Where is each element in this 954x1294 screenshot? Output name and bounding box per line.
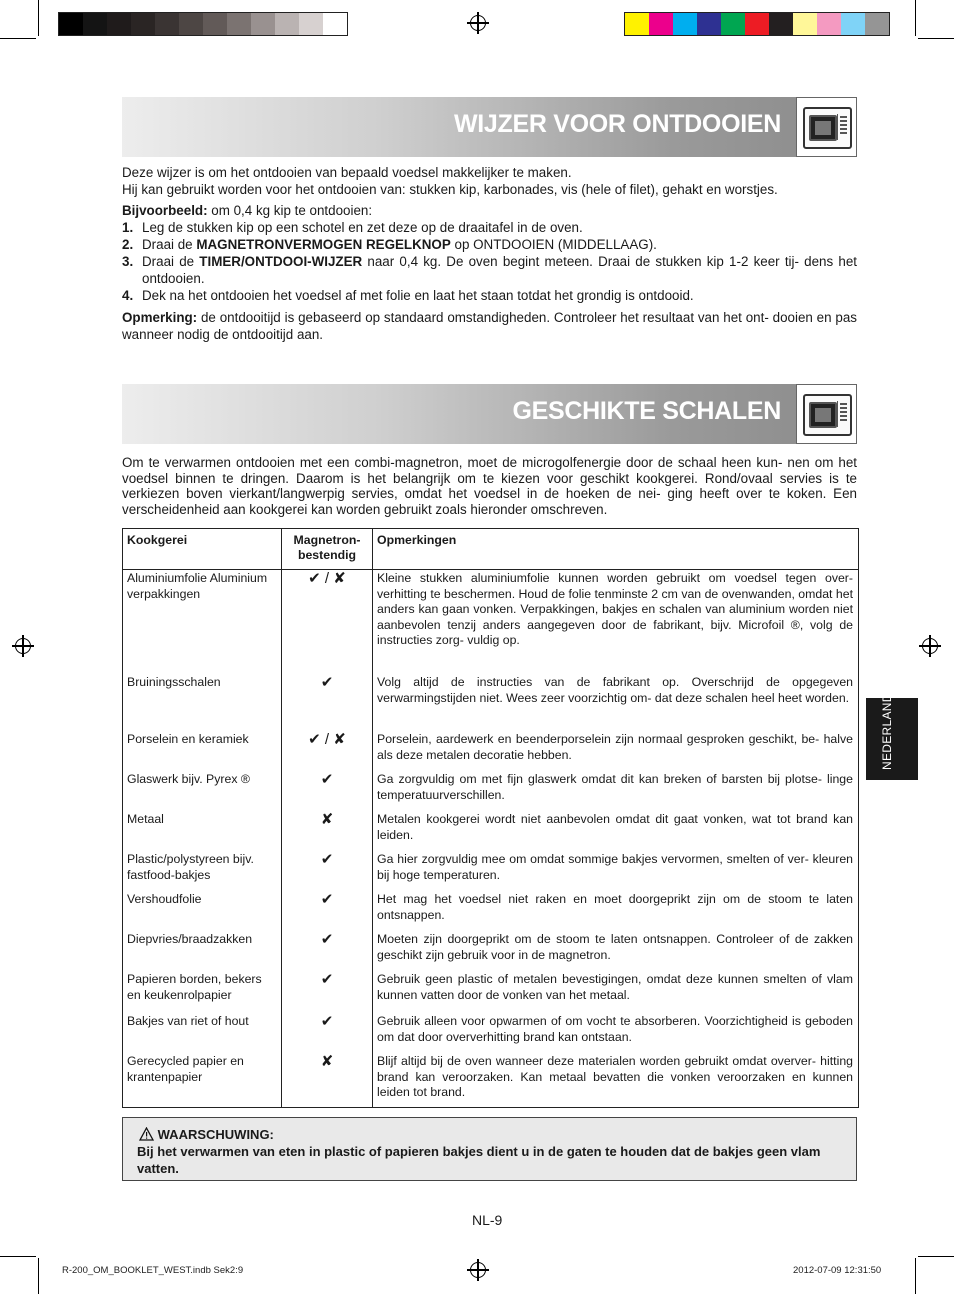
color-swatch — [155, 13, 179, 35]
cmyk-color-bar — [624, 12, 890, 36]
cell-opmerkingen: Metalen kookgerei wordt niet aanbevolen omdat dit gaat vonken, wat tot brand kan leiden. — [377, 812, 853, 842]
cell-kookgerei: Porselein en keramiek — [127, 732, 249, 746]
cell-magnetron: ✘ — [320, 1053, 334, 1070]
color-swatch — [745, 13, 769, 35]
registration-mark-icon — [922, 638, 938, 654]
cell-kookgerei: Vershoudfolie — [127, 892, 202, 906]
color-swatch — [131, 13, 155, 35]
registration-mark-icon — [15, 638, 31, 654]
color-swatch — [299, 13, 323, 35]
cell-kookgerei: Glaswerk bijv. Pyrex ® — [127, 772, 250, 786]
cell-opmerkingen: Moeten zijn doorgeprikt om de stoom te laten ontsnappen. Controleer of de zakken geschikt zijn gebruik voor in de magnetron. — [377, 932, 853, 962]
crop-mark — [915, 1258, 916, 1294]
color-swatch — [323, 13, 347, 35]
note-paragraph: Opmerking: de ontdooitijd is gebaseerd op standaard omstandigheden. Controleer het resultaat van het ont- dooien en pas wanneer nodig de ontdooitijd aan. — [122, 310, 857, 342]
crop-mark — [915, 0, 916, 36]
cell-opmerkingen: Het mag het voedsel niet raken en moet doorgeprikt zijn om de stoom te laten ontsnappen. — [377, 892, 853, 922]
cell-magnetron: ✔ / ✘ — [308, 731, 346, 748]
intro-line: Hij kan gebruikt worden voor het ontdooien van: stukken kip, karbonades, vis (hele of filet), gehakt en worstjes. — [122, 182, 778, 197]
step-item: 2. Draai de MAGNETRONVERMOGEN REGELKNOP op ONTDOOIEN (MIDDELLAAG). — [122, 237, 657, 252]
cell-magnetron: ✔ — [320, 851, 334, 868]
step-item: 1. Leg de stukken kip op een schotel en zet deze op de draaitafel in de oven. — [122, 220, 583, 235]
step-item: 3. Draai de TIMER/ONTDOOI-WIJZER naar 0,4 kg. De oven begint meteen. Draai de stukken kip 1-2 keer tij- dens het ontdooien. — [122, 254, 857, 286]
cell-opmerkingen: Gebruik alleen voor opwarmen of om vocht te absorberen. Voorzichtigheid is geboden om dat door oververhitting brand kan ontstaan. — [377, 1014, 853, 1044]
registration-mark-icon — [470, 1262, 486, 1278]
color-swatch — [721, 13, 745, 35]
cell-magnetron: ✔ — [320, 674, 334, 691]
color-swatch — [793, 13, 817, 35]
column-header-opmerkingen: Opmerkingen — [377, 533, 457, 547]
cell-kookgerei: Bakjes van riet of hout — [127, 1014, 249, 1028]
color-swatch — [59, 13, 83, 35]
page-number: NL-9 — [472, 1212, 503, 1228]
cell-magnetron: ✔ / ✘ — [308, 570, 346, 587]
cell-kookgerei: Bruiningsschalen — [127, 675, 221, 689]
cell-magnetron: ✔ — [320, 771, 334, 788]
color-swatch — [179, 13, 203, 35]
footer-file: R-200_OM_BOOKLET_WEST.indb Sek2:9 — [62, 1265, 244, 1276]
grayscale-color-bar — [58, 12, 348, 36]
color-swatch — [203, 13, 227, 35]
cell-opmerkingen: Kleine stukken aluminiumfolie kunnen worden gebruikt om voedsel tegen over- verhitting te beschermen. Houd de folie tenminste 2 cm van de ovenwanden, omdat het anders kan gaan vonken. Verpakkingen, bakjes en schalen van aluminium worden niet aanbevolen tenzij anders aangegeven door de fabrikant, bijv. Microfoil ®, volg de instructies zorg- vuldig op. — [377, 571, 853, 647]
color-swatch — [251, 13, 275, 35]
cell-kookgerei: Diepvries/braadzakken — [127, 932, 253, 946]
intro-line: Deze wijzer is om het ontdooien van bepaald voedsel makkelijker te maken. — [122, 165, 572, 180]
warning-box — [122, 1117, 857, 1181]
cell-kookgerei: Metaal — [127, 812, 164, 826]
language-tab: NEDERLANDS — [866, 698, 918, 780]
crop-mark — [38, 1258, 39, 1294]
example-line: Bijvoorbeeld: om 0,4 kg kip te ontdooien: — [122, 203, 373, 218]
color-swatch — [673, 13, 697, 35]
microwave-icon — [796, 384, 857, 444]
section-header-ontdooien — [122, 97, 857, 157]
cell-opmerkingen: Ga zorgvuldig om met fijn glaswerk omdat dit kan breken of barsten bij plotse- linge temperatuurverschillen. — [377, 772, 853, 802]
section-header-schalen — [122, 384, 857, 444]
color-swatch — [697, 13, 721, 35]
cell-opmerkingen: Blijf altijd bij de oven wanneer deze materialen worden gebruikt omdat overver- hitting brand kan veroorzaken. Kan metaal bevatten die vonken veroorzaken en kunnen leiden tot brand. — [377, 1054, 853, 1099]
cell-kookgerei: Plastic/polystyreen bijv. fastfood-bakjes — [127, 852, 254, 882]
column-header-kookgerei: Kookgerei — [127, 533, 188, 547]
warning-title: WAARSCHUWING: — [157, 1127, 274, 1142]
cell-kookgerei: Aluminiumfolie Aluminium verpakkingen — [127, 571, 268, 601]
cell-magnetron: ✔ — [320, 931, 334, 948]
color-swatch — [625, 13, 649, 35]
color-swatch — [865, 13, 889, 35]
section-title: GESCHIKTE SCHALEN — [512, 397, 781, 425]
color-swatch — [227, 13, 251, 35]
cell-magnetron: ✔ — [320, 891, 334, 908]
warning-text: Bij het verwarmen van eten in plastic of papieren bakjes dient u in de gaten te houden dat de bakjes geen vlam vatten. — [137, 1144, 821, 1176]
cell-opmerkingen: Ga hier zorgvuldig mee om omdat sommige bakjes vervormen, smelten of ver- kleuren bij hoge temperaturen. — [377, 852, 853, 882]
crop-mark — [0, 1256, 36, 1257]
crop-mark — [0, 38, 36, 39]
column-header-magnetron: Magnetron- bestendig — [293, 533, 361, 562]
footer-date: 2012-07-09 12:31:50 — [793, 1265, 882, 1276]
microwave-icon — [796, 97, 857, 157]
cell-opmerkingen: Porselein, aardewerk en beenderporselein zijn normaal gesproken geschikt, be- halve als deze metalen decoratie hebben. — [377, 732, 853, 762]
cell-kookgerei: Papieren borden, bekers en keukenrolpapier — [127, 972, 262, 1002]
cell-opmerkingen: Gebruik geen plastic of metalen bevestigingen, omdat deze kunnen smelten of vlam kunnen vatten door de vonken van het metaal. — [377, 972, 853, 1002]
cell-magnetron: ✔ — [320, 1013, 334, 1030]
warning-triangle-icon — [139, 1127, 158, 1142]
cell-magnetron: ✔ — [320, 971, 334, 988]
color-swatch — [769, 13, 793, 35]
color-swatch — [83, 13, 107, 35]
cookware-table — [122, 528, 859, 1108]
crop-mark — [38, 0, 39, 36]
color-swatch — [841, 13, 865, 35]
cell-kookgerei: Gerecycled papier en krantenpapier — [127, 1054, 244, 1084]
color-swatch — [817, 13, 841, 35]
crop-mark — [918, 1256, 954, 1257]
registration-mark-icon — [470, 15, 486, 31]
cell-opmerkingen: Volg altijd de instructies van de fabrikant op. Overschrijd de opgegeven verwarmingstijden niet. Wees zeer voorzichtig om- dat deze schalen heel heet worden. — [377, 675, 853, 705]
color-swatch — [275, 13, 299, 35]
step-item: 4. Dek na het ontdooien het voedsel af met folie en laat het staan totdat het grondig is ontdooid. — [122, 288, 694, 303]
crop-mark — [918, 38, 954, 39]
defrost-guide-text — [122, 164, 857, 343]
section-title: WIJZER VOOR ONTDOOIEN — [453, 110, 781, 138]
cookware-intro: Om te verwarmen ontdooien met een combi-magnetron, moet de microgolfenergie door de schaal heen kun- nen om het voedsel binnen te dringen. Daarom is het belangrijk om te kiezen voor geschikt kookgerei. Rond/ovaal servies is te verkiezen boven vierkant/langwerpig servies, omdat het voedsel in de hoeken de nei- ging heeft over te koken. Een verscheidenheid aan kookgerei kan worden gebruikt zoals hieronder omschreven. — [122, 455, 857, 517]
color-swatch — [107, 13, 131, 35]
color-swatch — [649, 13, 673, 35]
cell-magnetron: ✘ — [320, 811, 334, 828]
